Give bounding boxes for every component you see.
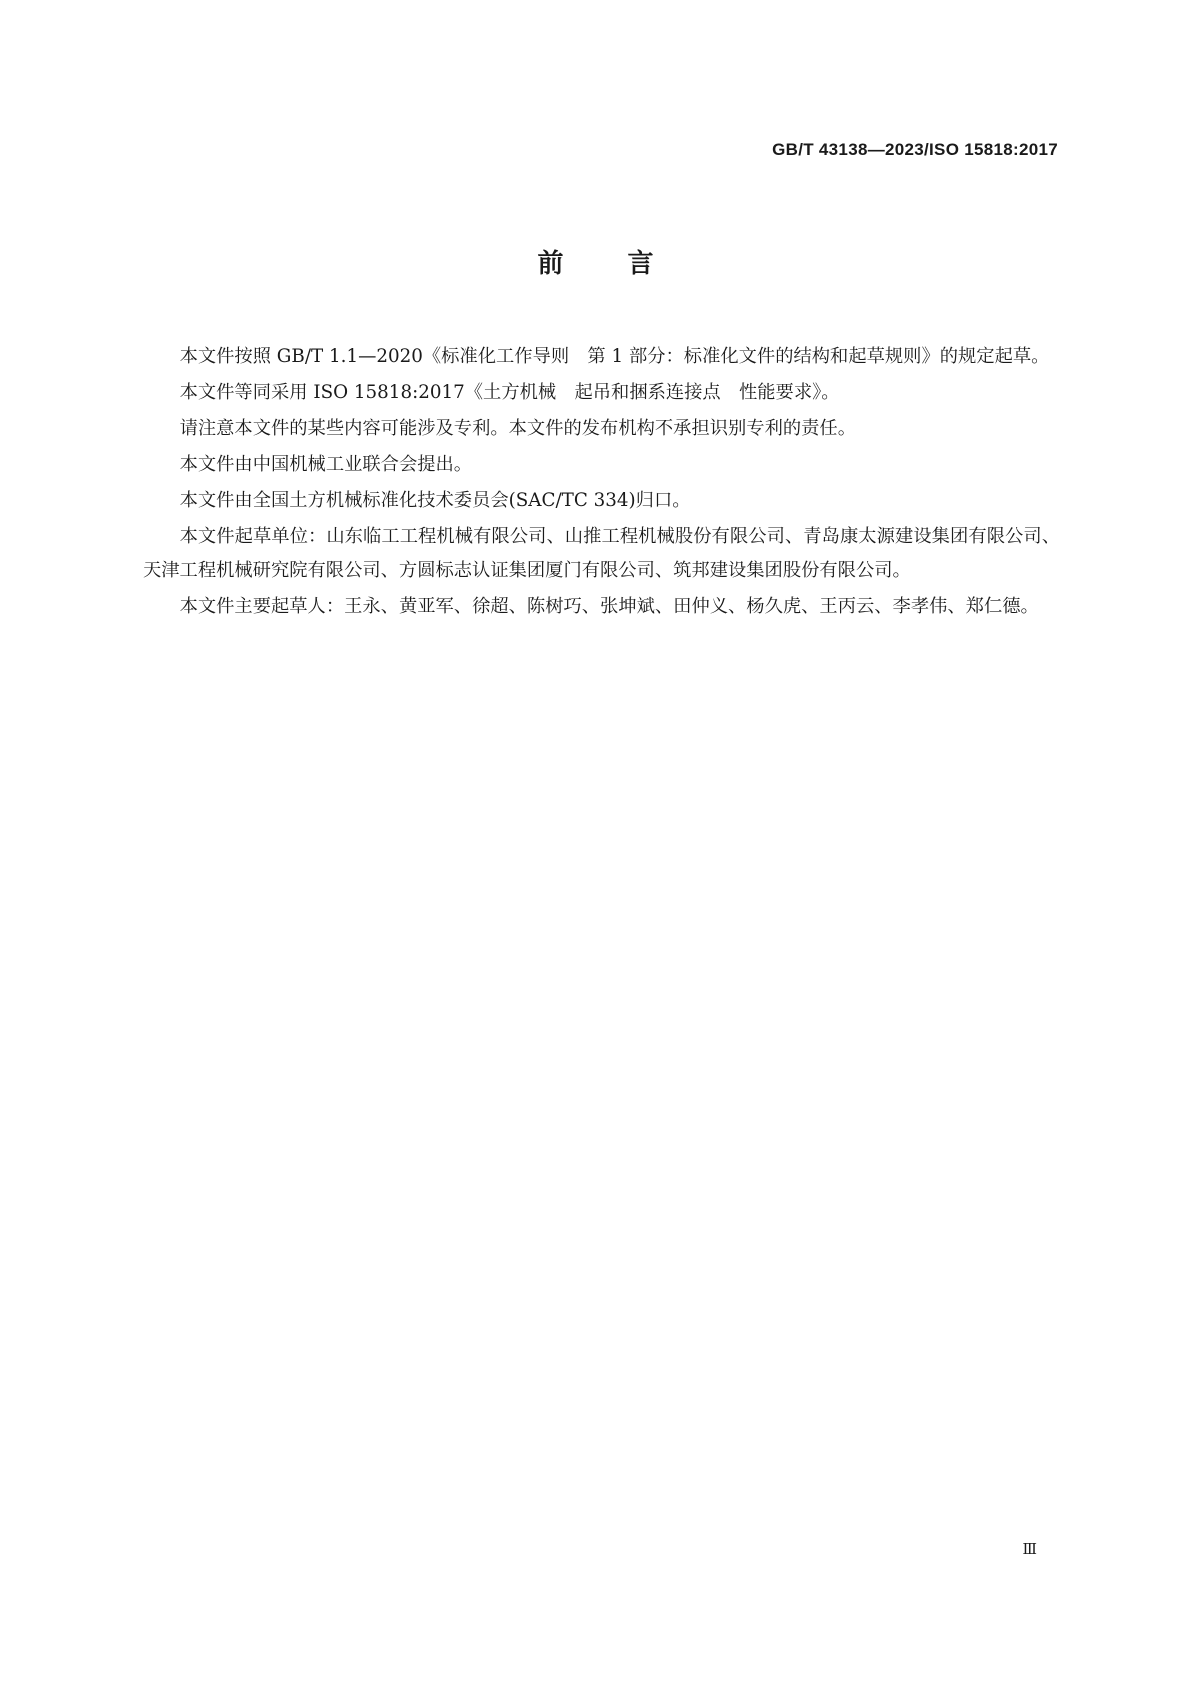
- page-number: Ⅲ: [1022, 1540, 1036, 1558]
- paragraph-proposer: 本文件由中国机械工业联合会提出。: [179, 454, 473, 475]
- standard-number: GB/T 43138—2023/ISO 15818:2017: [772, 140, 1058, 159]
- paragraph-adoption: 本文件等同采用 ISO 15818:2017《土方机械 起吊和捆系连接点 性能要求》。: [179, 382, 840, 403]
- paragraph-technical-committee: 本文件由全国土方机械标准化技术委员会(SAC/TC 334)归口。: [179, 490, 691, 511]
- page-title: 前言: [537, 249, 718, 279]
- paragraph-drafting-rules: 本文件按照 GB/T 1.1—2020《标准化工作导则 第 1 部分：标准化文件的结构和起草规则》的规定起草。: [179, 346, 1050, 367]
- paragraph-drafting-organizations: 本文件起草单位：山东临工工程机械有限公司、山推工程机械股份有限公司、青岛康太源建设集团有限公司、天津工程机械研究院有限公司、方圆标志认证集团厦门有限公司、筑邦建设集团股份有限公司。: [143, 526, 1060, 581]
- foreword-body: [143, 340, 1060, 626]
- paragraph-patent-notice: 请注意本文件的某些内容可能涉及专利。本文件的发布机构不承担识别专利的责任。: [179, 418, 856, 439]
- paragraph-drafters: 本文件主要起草人：王永、黄亚军、徐超、陈树巧、张坤斌、田仲义、杨久虎、王丙云、李孝伟、郑仁德。: [179, 596, 1039, 617]
